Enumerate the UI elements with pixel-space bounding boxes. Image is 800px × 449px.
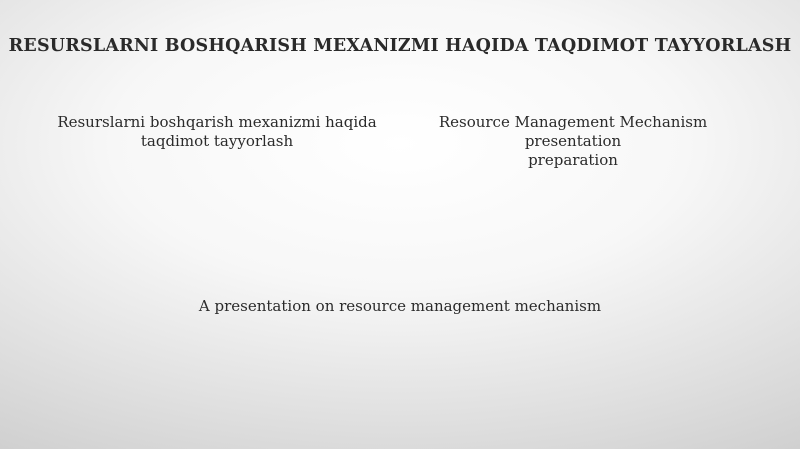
english-text-line-2: preparation — [528, 151, 618, 169]
slide-title: RESURSLARNI BOSHQARISH MEXANIZMI HAQIDA TAQDIMOT TAYYORLASH — [8, 36, 792, 56]
uzbek-text-line-1: Resurslarni boshqarish mexanizmi haqida — [57, 113, 377, 131]
uzbek-text-block — [57, 113, 377, 151]
uzbek-text-line-2: taqdimot tayyorlash — [140, 132, 294, 150]
english-text-block — [413, 113, 733, 170]
slide-caption: A presentation on resource management mechanism — [198, 297, 602, 315]
english-text-line-1: Resource Management Mechanism presentation — [438, 113, 708, 150]
